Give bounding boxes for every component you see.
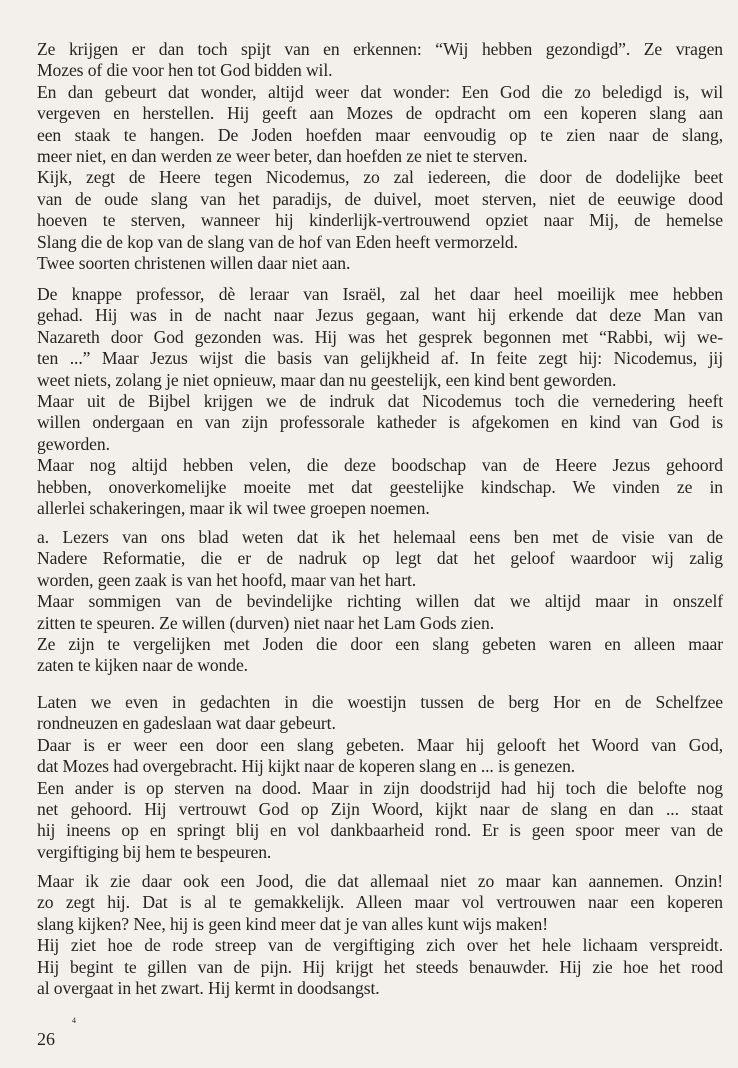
text-line: weet niets, zolang je niet opnieuw, maar dan nu geestelijk, een kind bent geworden. xyxy=(37,369,617,390)
text-line: Nazareth door God gezonden was. Hij was het gesprek begonnen met “Rabbi, wij we- xyxy=(37,326,723,347)
text-line: hij ineens op en springt blij en vol dankbaarheid rond. Er is geen spoor meer van de xyxy=(37,820,723,841)
paragraph xyxy=(37,82,723,168)
text-line: Hij ziet hoe de rode streep van de vergiftiging zich over het hele lichaam verspreidt. xyxy=(37,935,723,956)
text-line: a. Lezers van ons blad weten dat ik het helemaal eens ben met de visie van de xyxy=(37,527,723,547)
text-line: zaten te kijken naar de wonde. xyxy=(37,655,248,676)
paragraph xyxy=(37,284,723,391)
printer-mark: 4 xyxy=(72,1016,76,1025)
text-line: Maar ik zie daar ook een Jood, die dat allemaal niet zo maar kan aannemen. Onzin! xyxy=(37,871,723,891)
text-line: slang kijken? Nee, hij is geen kind meer dat je van alles kunt wijs maken! xyxy=(37,913,548,934)
paragraph xyxy=(37,391,723,455)
text-line: dat Mozes had overgebracht. Hij kijkt naar de koperen slang en ... is genezen. xyxy=(37,756,576,777)
paragraph xyxy=(37,871,723,935)
text-line: rondneuzen en gadeslaan wat daar gebeurt. xyxy=(37,713,336,734)
text-line: net gehoord. Hij vertrouwt God op Zijn Woord, kijkt naar de slang en dan ... staat xyxy=(37,798,723,819)
text-line: Maar uit de Bijbel krijgen we de indruk dat Nicodemus toch die vernedering heeft xyxy=(37,390,723,411)
text-line: vergeven en herstellen. Hij geeft aan Mozes de opdracht om een koperen slang aan xyxy=(37,103,723,124)
text-line: gehad. Hij was in de nacht naar Jezus gegaan, want hij erkende dat deze Man van xyxy=(37,305,723,326)
text-line: Mozes of die voor hen tot God bidden wil. xyxy=(37,60,333,81)
text-line: Hij begint te gillen van de pijn. Hij krijgt het steeds benauwder. Hij zie hoe het rood xyxy=(37,956,723,977)
paragraph xyxy=(37,39,723,82)
paragraph xyxy=(37,935,723,999)
text-line: al overgaat in het zwart. Hij kermt in doodsangst. xyxy=(37,977,380,998)
text-section-5 xyxy=(37,871,723,999)
paragraph xyxy=(37,591,723,634)
text-line: hebben, onoverkomelijke moeite met dat geestelijke kindschap. We vinden ze in xyxy=(37,476,723,497)
text-line: zitten te speuren. Ze willen (durven) niet naar het Lam Gods zien. xyxy=(37,612,495,633)
text-line: Kijk, zegt de Heere tegen Nicodemus, zo zal iedereen, die door de dodelijke beet xyxy=(37,167,723,188)
text-section-2 xyxy=(37,284,723,519)
text-line: hoeven te sterven, wanneer hij kinderlijk-vertrouwend opziet naar Mij, de hemelse xyxy=(37,210,723,231)
text-line: zo zegt hij. Dat is al te gemakkelijk. Alleen maar vol vertrouwen naar een koperen xyxy=(37,892,723,913)
text-line: meer niet, en dan werden ze weer beter, dan hoefden ze niet te sterven. xyxy=(37,145,528,166)
text-line: willen ondergaan en van zijn professorale katheder is afgekomen en kind van God is xyxy=(37,412,723,433)
page-number: 26 xyxy=(37,1029,55,1049)
text-line: Nadere Reformatie, die er de nadruk op legt dat het geloof waardoor wij zalig xyxy=(37,548,723,569)
paragraph xyxy=(37,634,723,677)
text-section-1 xyxy=(37,39,723,274)
text-line: allerlei schakeringen, maar ik wil twee groepen noemen. xyxy=(37,497,430,518)
text-line: vergiftiging bij hem te bespeuren. xyxy=(37,841,272,862)
text-line: Ze krijgen er dan toch spijt van en erkennen: “Wij hebben gezondigd”. Ze vragen xyxy=(37,39,723,59)
text-line: Een ander is op sterven na dood. Maar in zijn doodstrijd had hij toch die belofte nog xyxy=(37,777,723,798)
text-line: Maar nog altijd hebben velen, die deze boodschap van de Heere Jezus gehoord xyxy=(37,455,723,476)
text-section-4 xyxy=(37,692,723,863)
text-line: En dan gebeurt dat wonder, altijd weer dat wonder: Een God die zo beledigd is, wil xyxy=(37,81,723,102)
text-line: De knappe professor, dè leraar van Israël, zal het daar heel moeilijk mee hebben xyxy=(37,284,723,304)
text-line: Twee soorten christenen willen daar niet aan. xyxy=(37,252,351,273)
paragraph xyxy=(37,253,723,274)
text-line: Maar sommigen van de bevindelijke richting willen dat we altijd maar in onszelf xyxy=(37,591,723,612)
text-line: worden, geen zaak is van het hoofd, maar van het hart. xyxy=(37,569,417,590)
text-line: geworden. xyxy=(37,433,110,454)
text-line: ten ...” Maar Jezus wijst die basis van gelijkheid af. In feite zegt hij: Nicodemus, jij xyxy=(37,348,723,369)
text-line: van de oude slang van het paradijs, de duivel, moet sterven, niet de eeuwige dood xyxy=(37,188,723,209)
paragraph xyxy=(37,167,723,253)
text-line: Laten we even in gedachten in die woestijn tussen de berg Hor en de Schelfzee xyxy=(37,692,723,712)
text-line: een staak te hangen. De Joden hoefden maar eenvoudig op te zien naar de slang, xyxy=(37,124,723,145)
paragraph xyxy=(37,527,723,591)
text-line: Slang die de kop van de slang van de hof van Eden heeft vermorzeld. xyxy=(37,231,518,252)
text-section-3 xyxy=(37,527,723,677)
paragraph xyxy=(37,455,723,519)
paragraph xyxy=(37,778,723,864)
text-line: Daar is er weer een door een slang gebeten. Maar hij gelooft het Woord van God, xyxy=(37,734,723,755)
paragraph xyxy=(37,692,723,735)
text-line: Ze zijn te vergelijken met Joden die door een slang gebeten waren en alleen maar xyxy=(37,633,723,654)
paragraph xyxy=(37,735,723,778)
